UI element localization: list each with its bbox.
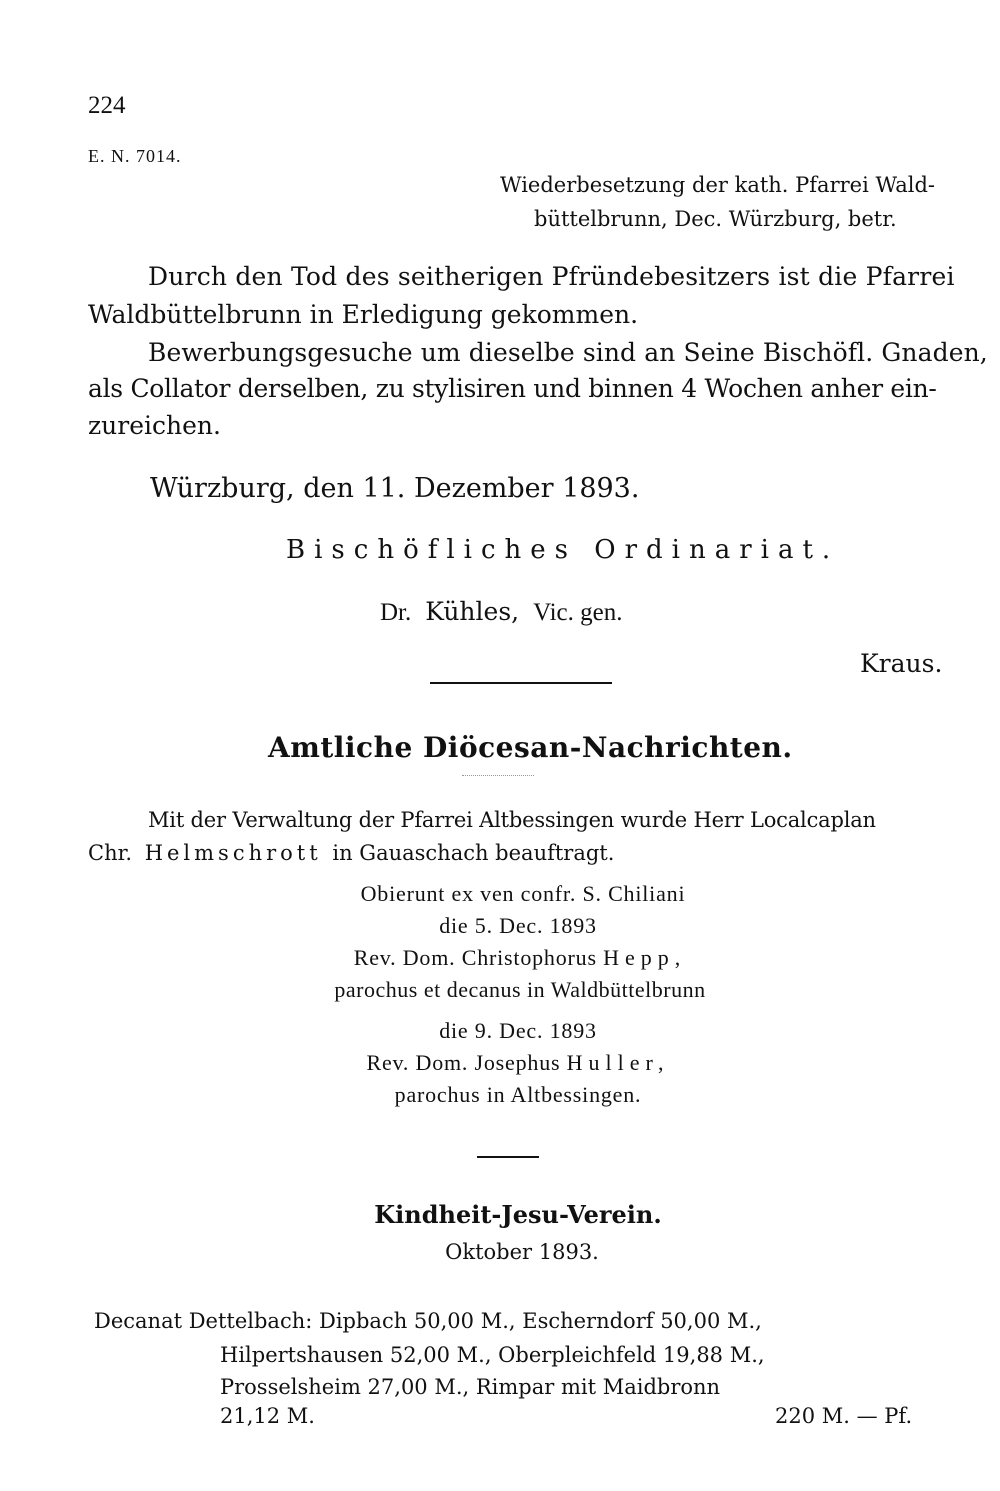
divider-rule: [430, 682, 612, 684]
subject-line-1: Wiederbesetzung der kath. Pfarrei Wald-: [500, 173, 936, 197]
donation-total: 220 M. — Pf.: [775, 1404, 913, 1428]
obituary-line-prefix: Rev. Dom. Christophorus: [353, 945, 597, 970]
obituary-line: parochus et decanus in Waldbüttelbrunn: [334, 977, 706, 1002]
heading-dots: [462, 775, 534, 776]
report-month: Oktober 1893.: [445, 1240, 599, 1264]
obituary-line: [0, 1050, 1000, 1076]
donation-line: Hilpertshausen 52,00 M., Oberpleichfeld 19,88 M.,: [220, 1343, 765, 1367]
obituary-line: parochus in Altbessingen.: [394, 1082, 642, 1107]
obituary-line: die 5. Dec. 1893: [439, 913, 597, 938]
news-line-suffix: in Gauaschach beauftragt.: [332, 841, 615, 865]
place-date: Würzburg, den 11. Dezember 1893.: [150, 473, 640, 504]
reference-number: E. N. 7014.: [88, 146, 182, 166]
subject-line-2: büttelbrunn, Dec. Würzburg, betr.: [534, 207, 897, 231]
deceased-name-huller: Huller,: [566, 1050, 670, 1075]
secretary-name: Kraus.: [860, 649, 943, 678]
curate-name: Helmschrott: [144, 841, 322, 865]
page-number: 224: [88, 92, 126, 119]
signatory-name: Kühles,: [425, 597, 520, 626]
announcement-line: Waldbüttelbrunn in Erledigung gekommen.: [88, 300, 639, 329]
news-line: Mit der Verwaltung der Pfarrei Altbessingen wurde Herr Localcaplan: [148, 808, 876, 832]
donation-line: 21,12 M.: [220, 1404, 315, 1428]
news-line-prefix: Chr.: [88, 841, 132, 865]
signatory-prefix: Dr.: [380, 599, 412, 626]
obituary-line: [0, 945, 1000, 971]
section-heading-diocesan-news: Amtliche Diöcesan-Nachrichten.: [268, 731, 793, 764]
issuing-authority: Bischöfliches Ordinariat.: [286, 535, 840, 565]
announcement-line: Bewerbungsgesuche um dieselbe sind an Seine Bischöfl. Gnaden,: [148, 338, 988, 367]
announcement-line: Durch den Tod des seitherigen Pfründebesitzers ist die Pfarrei: [148, 262, 955, 291]
news-line: [88, 841, 614, 865]
section-heading-kindheit-jesu: Kindheit-Jesu-Verein.: [374, 1200, 662, 1229]
deceased-name-hepp: Hepp,: [603, 945, 687, 970]
signatory-title: Vic. gen.: [533, 599, 623, 626]
signature-line: [380, 597, 623, 627]
donation-line: Decanat Dettelbach: Dipbach 50,00 M., Escherndorf 50,00 M.,: [94, 1309, 762, 1333]
obituary-line: Obierunt ex ven confr. S. Chiliani: [360, 881, 686, 906]
donation-line: Prosselsheim 27,00 M., Rimpar mit Maidbronn: [220, 1375, 721, 1399]
announcement-line: zureichen.: [88, 411, 221, 440]
obituary-line: die 9. Dec. 1893: [439, 1018, 597, 1043]
divider-rule: [477, 1156, 539, 1158]
announcement-line: als Collator derselben, zu stylisiren und binnen 4 Wochen anher ein-: [88, 374, 937, 403]
obituary-line-prefix: Rev. Dom. Josephus: [366, 1050, 561, 1075]
